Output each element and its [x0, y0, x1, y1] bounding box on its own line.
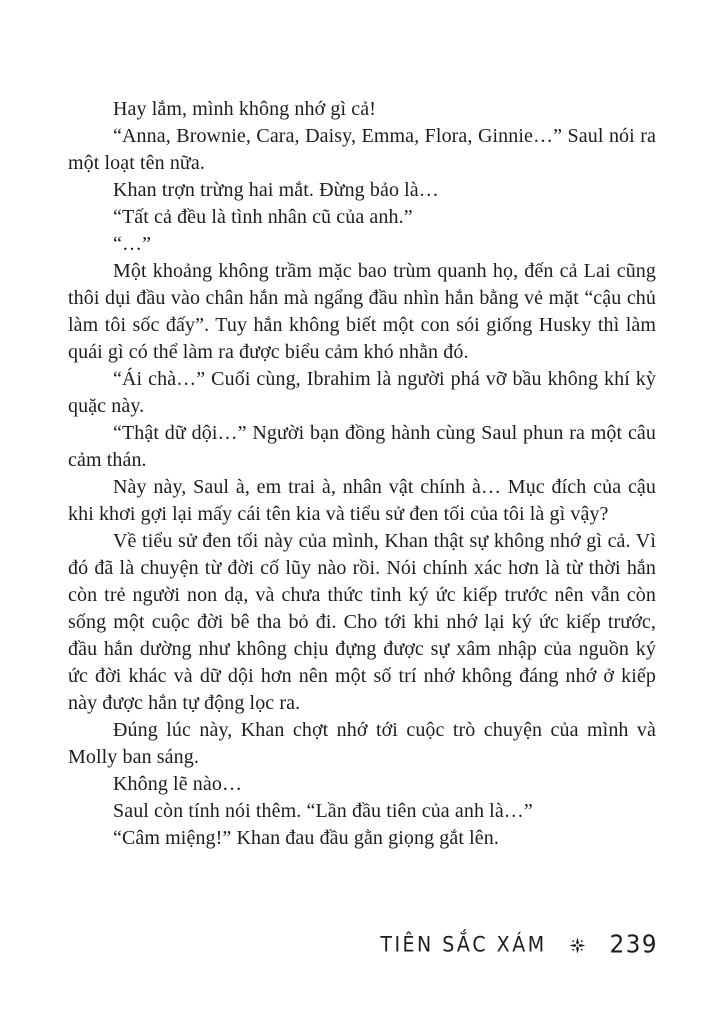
- paragraph: “Ái chà…” Cuối cùng, Ibrahim là người phá vỡ bầu không khí kỳ quặc này.: [68, 368, 656, 417]
- paragraph: “Thật dữ dội…” Người bạn đồng hành cùng Saul phun ra một câu cảm thán.: [68, 422, 656, 471]
- paragraph: Không lẽ nào…: [113, 773, 243, 795]
- four-pointed-cross-icon: [569, 937, 586, 954]
- page-footer: [380, 932, 658, 958]
- page-number: 239: [609, 930, 658, 960]
- paragraph: Này này, Saul à, em trai à, nhân vật chính à… Mục đích của cậu khi khơi gợi lại mấy cái tên kia và tiểu sử đen tối của tôi là gì vậy?: [68, 476, 656, 525]
- paragraph: Về tiểu sử đen tối này của mình, Khan thật sự không nhớ gì cả. Vì đó đã là chuyện từ đời cố lũy nào rồi. Nói chính xác hơn là từ thời hắn còn trẻ người non dạ, và chưa thức tỉnh ký ức kiếp trước nên vẫn còn sống một cuộc đời bê tha bỏ đi. Cho tới khi nhớ lại ký ức kiếp trước, đầu hắn dường như không chịu đựng được sự xâm nhập của nguồn ký ức đời khác và dữ dội hơn nên một số trí nhớ không đáng nhớ ở kiếp này được hắn tự động lọc ra.: [68, 530, 656, 714]
- body-text: [68, 96, 656, 852]
- paragraph: “Tất cả đều là tình nhân cũ của anh.”: [113, 206, 413, 228]
- paragraph: Một khoảng không trầm mặc bao trùm quanh họ, đến cả Lai cũng thôi dụi đầu vào chân hắn mà ngẩng đầu nhìn hắn bằng vẻ mặt “cậu chủ làm tôi sốc đấy”. Tuy hắn không biết một con sói giống Husky thì làm quái gì có thể làm ra được biểu cảm khó nhằn đó.: [68, 260, 656, 363]
- paragraph: Saul còn tính nói thêm. “Lần đầu tiên của anh là…”: [113, 800, 533, 822]
- running-title: TIÊN SẮC XÁM: [380, 932, 547, 958]
- paragraph: Đúng lúc này, Khan chợt nhớ tới cuộc trò chuyện của mình và Molly ban sáng.: [68, 719, 656, 768]
- paragraph: Hay lắm, mình không nhớ gì cả!: [113, 98, 376, 120]
- paragraph: “Anna, Brownie, Cara, Daisy, Emma, Flora, Ginnie…” Saul nói ra một loạt tên nữa.: [68, 125, 656, 174]
- paragraph: Khan trợn trừng hai mắt. Đừng bảo là…: [113, 179, 439, 201]
- paragraph: “Câm miệng!” Khan đau đầu gằn giọng gắt lên.: [113, 827, 499, 849]
- paragraph: “…”: [113, 233, 152, 255]
